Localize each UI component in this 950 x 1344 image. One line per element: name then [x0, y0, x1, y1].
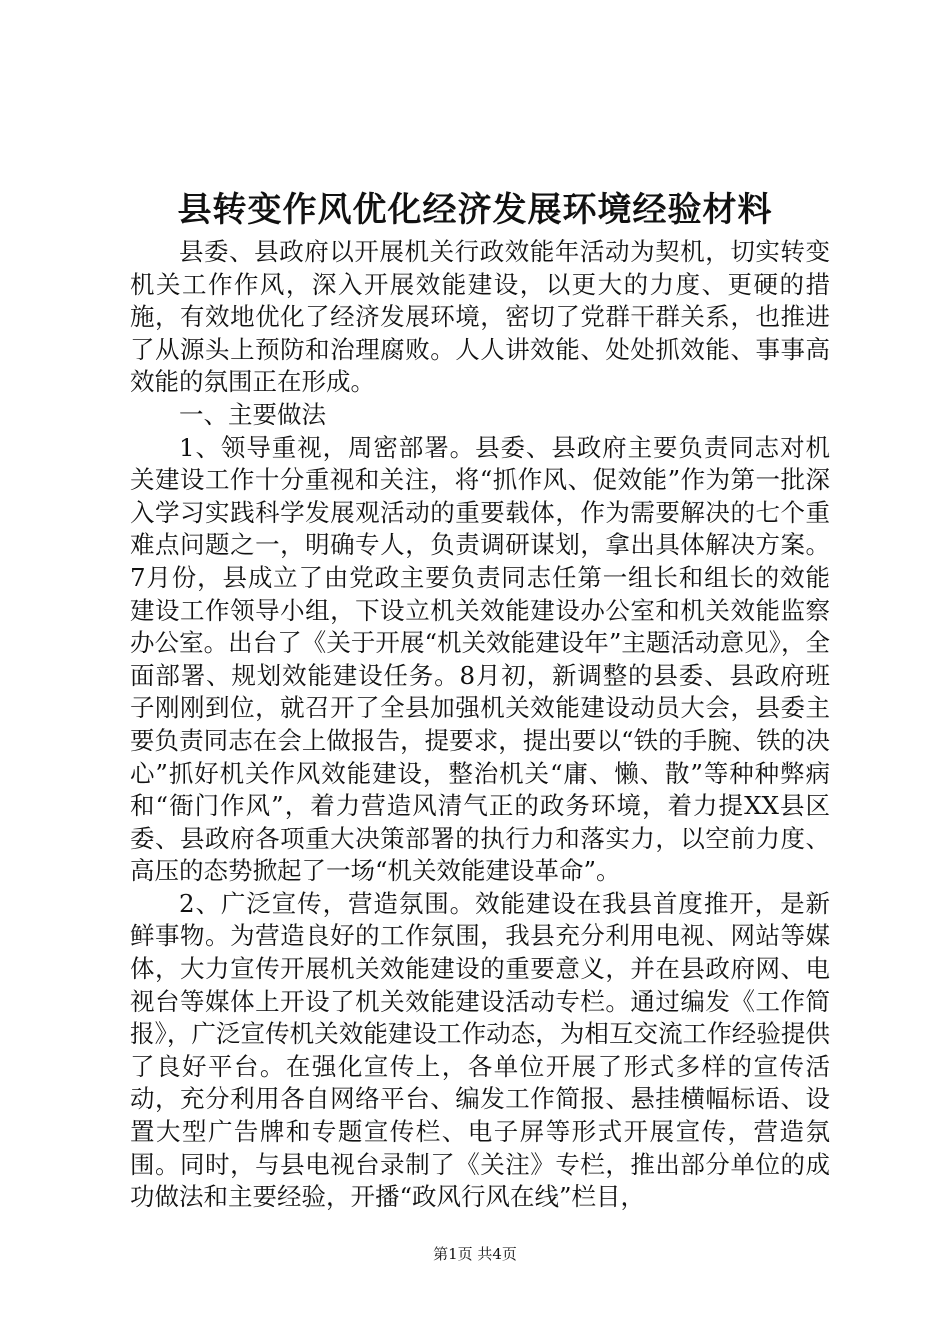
paragraph-leadership: 1、领导重视，周密部署。县委、县政府主要负责同志对机关建设工作十分重视和关注，将“抓作风、促效能”作为第一批深入学习实践科学发展观活动的重要载体，作为需要解决的七个重难点问题之一，明确专人，负责调研谋划，拿出具体解决方案。7月份，县成立了由党政主要负责同志任第一组长和组长的效能建设工作领导小组，下设立机关效能建设办公室和机关效能监察办公室。出台了《关于开展“机关效能建设年”主题活动意见》，全面部署、规划效能建设任务。8月初，新调整的县委、县政府班子刚刚到位，就召开了全县加强机关效能建设动员大会，县委主要负责同志在会上做报告，提要求，提出要以“铁的手腕、铁的决心”抓好机关作风效能建设，整治机关“庸、懒、散”等种种弊病和“衙门作风”，着力营造风清气正的政务环境，着力提XX县区委、县政府各项重大决策部署的执行力和落实力，以空前力度、高压的态势掀起了一场“机关效能建设革命”。 [130, 432, 830, 886]
page-number-footer: 第1页 共4页 [433, 1245, 517, 1263]
intro-paragraph: 县委、县政府以开展机关行政效能年活动为契机，切实转变机关工作作风，深入开展效能建设，以更大的力度、更硬的措施，有效地优化了经济发展环境，密切了党群干群关系，也推进了从源头上预防和治理腐败。人人讲效能、处处抓效能、事事高效能的氛围正在形成。 [130, 237, 830, 397]
document-title: 县转变作风优化经济发展环境经验材料 [177, 190, 773, 230]
document-body [130, 236, 830, 1214]
section-heading: 一、主要做法 [179, 399, 326, 429]
paragraph-publicity: 2、广泛宣传，营造氛围。效能建设在我县首度推开，是新鲜事物。为营造良好的工作氛围，我县充分利用电视、网站等媒体，大力宣传开展机关效能建设的重要意义，并在县政府网、电视台等媒体上开设了机关效能建设活动专栏。通过编发《工作简报》，广泛宣传机关效能建设工作动态，为相互交流工作经验提供了良好平台。在强化宣传上，各单位开展了形式多样的宣传活动，充分利用各自网络平台、编发工作简报、悬挂横幅标语、设置大型广告牌和专题宣传栏、电子屏等形式开展宣传，营造氛围。同时，与县电视台录制了《关注》专栏，推出部分单位的成功做法和主要经验，开播“政风行风在线”栏目， [130, 888, 830, 1212]
